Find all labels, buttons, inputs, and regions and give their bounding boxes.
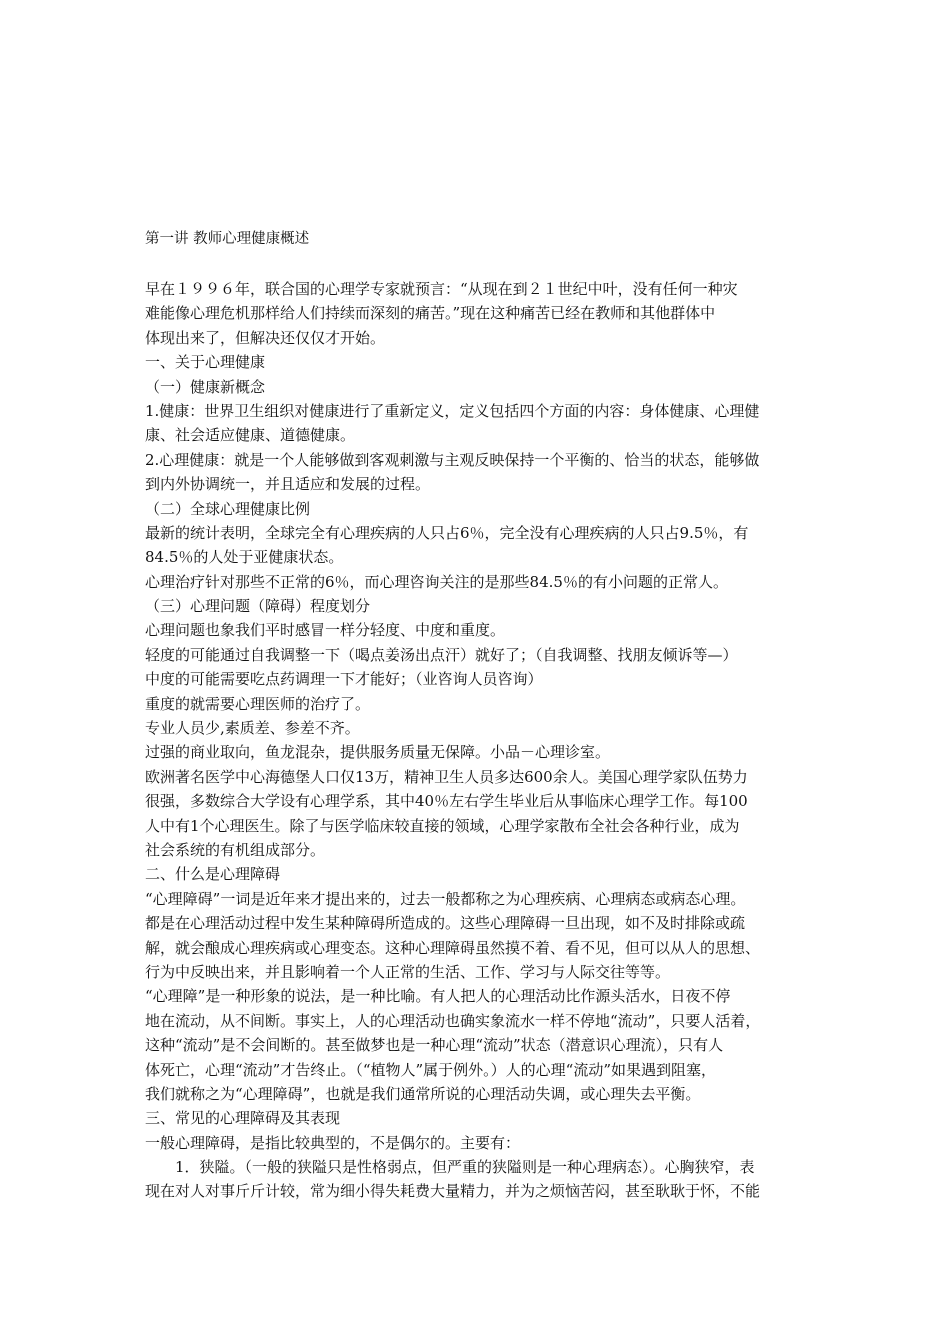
text-line: “心理障”是一种形象的说法，是一种比喻。有人把人的心理活动比作源头活水，日夜不停 [145, 987, 731, 1006]
text-line: 难能像心理危机那样给人们持续而深刻的痛苦。”现在这种痛苦已经在教师和其他群体中 [145, 304, 716, 323]
text-line: 我们就称之为“心理障碍”，也就是我们通常所说的心理活动失调，或心理失去平衡。 [145, 1084, 701, 1103]
text-line: 2.心理健康：就是一个人能够做到客观刺激与主观反映保持一个平衡的、恰当的状态，能够做 [145, 450, 760, 469]
text-line: 地在流动，从不间断。事实上，人的心理活动也确实象流水一样不停地“流动”，只要人活着， [145, 1011, 761, 1030]
document-body [145, 277, 815, 1204]
text-line: 现在对人对事斤斤计较，常为细小得失耗费大量精力，并为之烦恼苦闷，甚至耿耿于怀，不能 [145, 1182, 761, 1201]
text-line: 人中有1个心理医生。除了与医学临床较直接的领域，心理学家散布全社会各种行业，成为 [145, 816, 740, 835]
text-line: 社会系统的有机组成部分。 [145, 840, 326, 859]
text-line: 很强，多数综合大学设有心理学系，其中40％左右学生毕业后从事临床心理学工作。每100 [145, 792, 748, 811]
text-line: 中度的可能需要吃点药调理一下才能好；（业咨询人员咨询） [145, 670, 543, 689]
document-page [145, 227, 815, 1204]
text-line: 都是在心理活动过程中发生某种障碍所造成的。这些心理障碍一旦出现，如不及时排除或疏 [145, 914, 746, 933]
text-line: 欧洲著名医学中心海德堡人口仅13万，精神卫生人员多达600余人。美国心理学家队伍势力 [145, 767, 748, 786]
text-line: 过强的商业取向，鱼龙混杂，提供服务质量无保障。小品－心理诊室。 [145, 743, 611, 762]
text-line: 行为中反映出来，并且影响着一个人正常的生活、工作、学习与人际交往等等。 [145, 962, 671, 981]
text-line: 解，就会酿成心理疾病或心理变态。这种心理障碍虽然摸不着、看不见，但可以从人的思想、 [145, 938, 761, 957]
text-line: 重度的就需要心理医师的治疗了。 [145, 694, 371, 713]
text-line: 84.5％的人处于亚健康状态。 [145, 548, 344, 567]
text-line: 1.健康：世界卫生组织对健康进行了重新定义，定义包括四个方面的内容：身体健康、心理健 [145, 401, 760, 420]
text-line: 心理治疗针对那些不正常的6％，而心理咨询关注的是那些84.5％的有小问题的正常人。 [145, 572, 728, 591]
text-line: 到内外协调统一，并且适应和发展的过程。 [145, 475, 431, 494]
text-line: （三）心理问题（障碍）程度划分 [145, 597, 371, 616]
text-line: 体死亡，心理“流动”才告终止。（“植物人”属于例外。）人的心理“流动”如果遇到阻塞， [145, 1060, 717, 1079]
text-line: 最新的统计表明，全球完全有心理疾病的人只占6％，完全没有心理疾病的人只占9.5％，有 [145, 523, 749, 542]
text-line: 一般心理障碍，是指比较典型的，不是偶尔的。主要有： [145, 1133, 521, 1152]
text-line: 1．狭隘。（一般的狭隘只是性格弱点，但严重的狭隘则是一种心理病态）。心胸狭窄，表 [175, 1158, 755, 1177]
document-title: 第一讲 教师心理健康概述 [145, 231, 310, 247]
text-line: 一、关于心理健康 [145, 353, 266, 372]
text-line: 这种“流动”是不会间断的。甚至做梦也是一种心理“流动”状态（潜意识心理流），只有人 [145, 1036, 724, 1055]
text-line: 轻度的可能通过自我调整一下（喝点姜汤出点汗）就好了；（自我调整、找朋友倾诉等—） [145, 645, 738, 664]
text-line: 二、什么是心理障碍 [145, 865, 281, 884]
text-line: 康、社会适应健康、道德健康。 [145, 426, 356, 445]
text-line: 体现出来了，但解决还仅仅才开始。 [145, 328, 386, 347]
text-line: “心理障碍”一词是近年来才提出来的，过去一般都称之为心理疾病、心理病态或病态心理。 [145, 889, 746, 908]
text-line: （一）健康新概念 [145, 377, 266, 396]
text-line: 三、常见的心理障碍及其表现 [145, 1109, 341, 1128]
text-line: （二）全球心理健康比例 [145, 499, 311, 518]
text-line: 专业人员少,素质差、参差不齐。 [145, 719, 360, 738]
text-line: 心理问题也象我们平时感冒一样分轻度、中度和重度。 [145, 621, 506, 640]
text-line: 早在１９９６年，联合国的心理学专家就预言：“从现在到２１世纪中叶，没有任何一种灾 [145, 280, 738, 298]
